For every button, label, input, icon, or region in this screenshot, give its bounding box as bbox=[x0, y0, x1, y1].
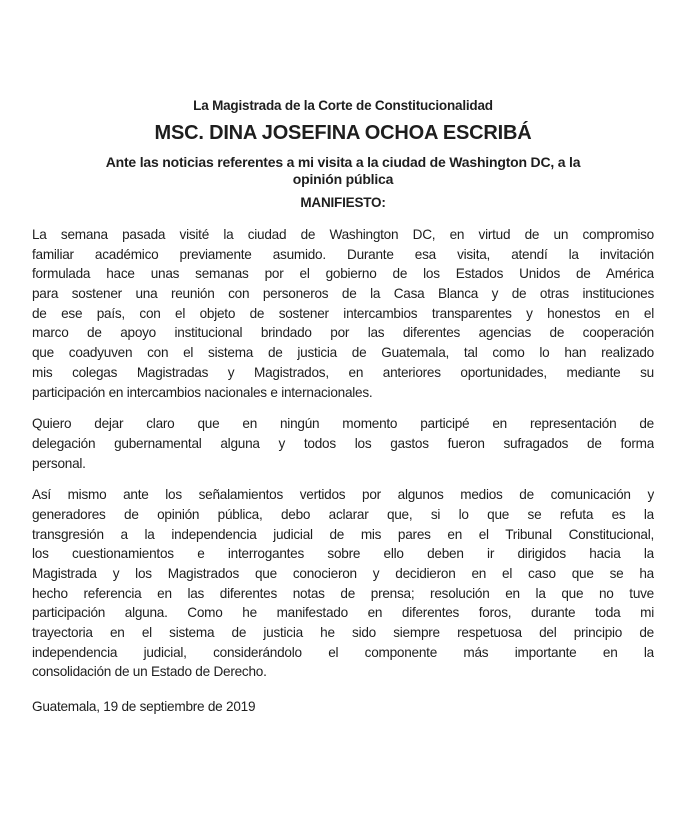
body-paragraph bbox=[32, 414, 654, 473]
paragraph-line: que coadyuven con el sistema de justicia de Guatemala, tal como lo han realizado bbox=[32, 345, 654, 361]
statement-document bbox=[32, 96, 654, 717]
paragraph-line: de ese país, con el objeto de sostener intercambios transparentes y honestos en el bbox=[32, 305, 654, 321]
paragraph-line: Quiero dejar claro que en ningún momento participé en representación de bbox=[32, 416, 654, 432]
body-paragraph bbox=[32, 225, 654, 402]
paragraph-line: independencia judicial, considerándolo el componente más importante en la bbox=[32, 644, 654, 660]
paragraph-line: marco de apoyo institucional brindado por las diferentes agencias de cooperación bbox=[32, 325, 654, 341]
author-name: MSC. DINA JOSEFINA OCHOA ESCRIBÁ bbox=[154, 122, 532, 144]
subtitle bbox=[32, 154, 654, 188]
paragraph-line: formulada hace unas semanas por el gobierno de los Estados Unidos de América bbox=[32, 266, 654, 282]
paragraph-line: hecho referencia en las diferentes notas de prensa; resolución en la que no tuve bbox=[32, 585, 654, 601]
place-date: Guatemala, 19 de septiembre de 2019 bbox=[32, 699, 256, 715]
paragraph-line: Así mismo ante los señalamientos vertidos por algunos medios de comunicación y bbox=[32, 487, 654, 503]
paragraph-line: familiar académico previamente asumido. Durante esa visita, atendí la invitación bbox=[32, 246, 654, 262]
paragraph-line: trayectoria en el sistema de justicia he sido siempre respetuosa del principio de bbox=[32, 625, 654, 641]
subtitle-line: Ante las noticias referentes a mi visita a la ciudad de Washington DC, a la bbox=[105, 154, 581, 170]
paragraph-line: generadores de opinión pública, debo aclarar que, si lo que se refuta es la bbox=[32, 506, 654, 522]
paragraph-line: consolidación de un Estado de Derecho. bbox=[32, 664, 267, 680]
paragraph-line: mis colegas Magistradas y Magistrados, en anteriores oportunidades, mediante su bbox=[32, 364, 654, 380]
paragraph-line: los cuestionamientos e interrogantes sobre ello deben ir dirigidos hacia la bbox=[32, 546, 654, 562]
paragraph-line: delegación gubernamental alguna y todos los gastos fueron sufragados de forma bbox=[32, 435, 654, 451]
paragraph-line: participación en intercambios nacionales e internacionales. bbox=[32, 384, 373, 400]
paragraph-line: participación alguna. Como he manifestado en diferentes foros, durante toda mi bbox=[32, 605, 654, 621]
subtitle-line: opinión pública bbox=[292, 171, 394, 187]
body-paragraph bbox=[32, 485, 654, 682]
paragraph-line: transgresión a la independencia judicial de mis pares en el Tribunal Constitucional, bbox=[32, 526, 654, 542]
paragraph-line: La semana pasada visité la ciudad de Washington DC, en virtud de un compromiso bbox=[32, 227, 654, 242]
issuer-line: La Magistrada de la Corte de Constitucionalidad bbox=[193, 98, 493, 113]
paragraph-line: personal. bbox=[32, 455, 86, 471]
paragraph-line: para sostener una reunión con personeros de la Casa Blanca y de otras instituciones bbox=[32, 286, 654, 302]
paragraph-line: Magistrada y los Magistrados que conocieron y decidieron en el caso que se ha bbox=[32, 566, 654, 581]
manifesto-heading: MANIFIESTO: bbox=[300, 195, 386, 210]
